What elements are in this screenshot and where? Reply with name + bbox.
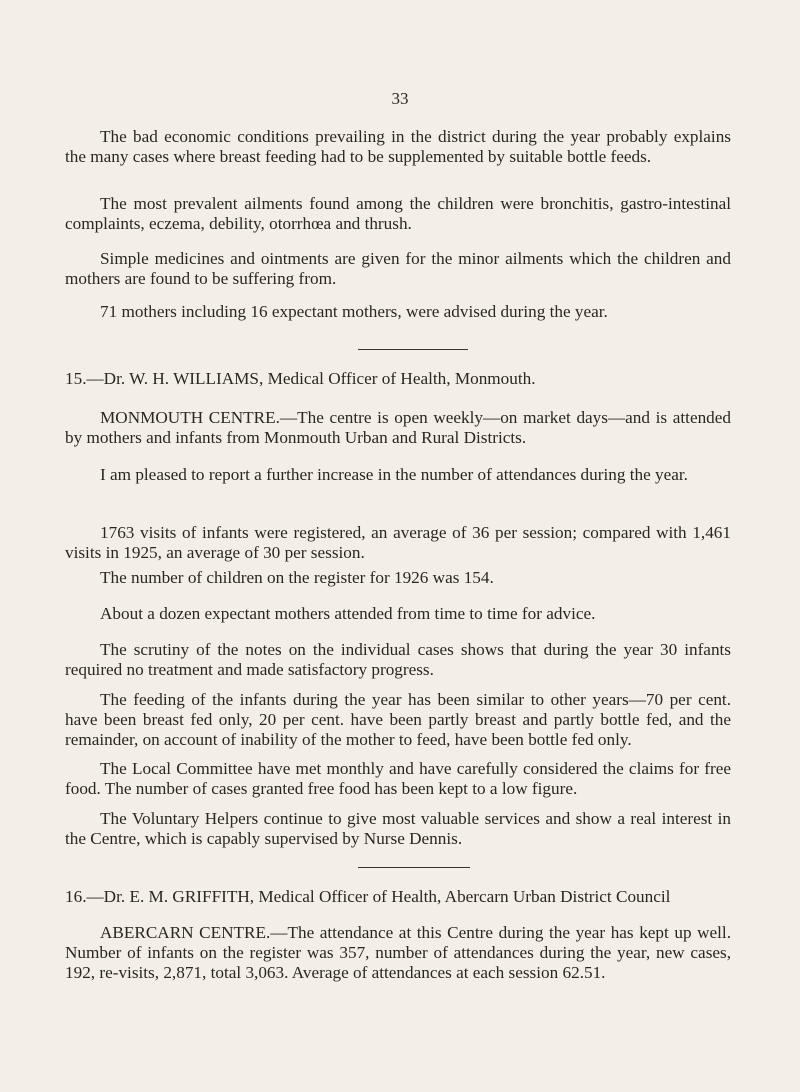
- paragraph-bottle-feeding: The bad economic conditions prevailing in the district during the year probably explains the many cases where breast feeding had to be supplemented by suitable bottle feeds.: [65, 127, 731, 166]
- paragraph-scrutiny: The scrutiny of the notes on the individual cases shows that during the year 30 infants required no treatment and made satisfactory progress.: [65, 640, 731, 679]
- paragraph-abercarn-centre: ABERCARN CENTRE.—The attendance at this Centre during the year has kept up well. Number of infants on the register was 357, number of attendances during the year, new cases, 192, re-visits, 2,871, total 3,063. Average of attendances at each session 62.51.: [65, 923, 731, 982]
- section-16-heading: 16.—Dr. E. M. GRIFFITH, Medical Officer of Health, Abercarn Urban District Council: [65, 887, 671, 906]
- paragraph-ailments: The most prevalent ailments found among the children were bronchitis, gastro-intestinal complaints, eczema, debility, otorrhœa and thrush.: [65, 194, 731, 233]
- paragraph-medicines: Simple medicines and ointments are given for the minor ailments which the children and mothers are found to be suffering from.: [65, 249, 731, 288]
- paragraph-attendance-increase: I am pleased to report a further increase in the number of attendances during the year.: [100, 465, 688, 484]
- page-number: 33: [391, 89, 409, 108]
- paragraph-voluntary-helpers: The Voluntary Helpers continue to give most valuable services and show a real interest in the Centre, which is capably supervised by Nurse Dennis.: [65, 809, 731, 848]
- paragraph-local-committee: The Local Committee have met monthly and have carefully considered the claims for free food. The number of cases granted free food has been kept to a low figure.: [65, 759, 731, 798]
- paragraph-mothers-advised: 71 mothers including 16 expectant mothers, were advised during the year.: [100, 302, 608, 321]
- paragraph-register: The number of children on the register for 1926 was 154.: [100, 568, 494, 587]
- paragraph-expectant-mothers: About a dozen expectant mothers attended from time to time for advice.: [100, 604, 596, 623]
- paragraph-feeding: The feeding of the infants during the year has been similar to other years—70 per cent. have been breast fed only, 20 per cent. have been partly breast and partly bottle fed, and the remainder, on account of inability of the mother to feed, have been bottle fed only.: [65, 690, 731, 749]
- section-15-heading: 15.—Dr. W. H. WILLIAMS, Medical Officer of Health, Monmouth.: [65, 369, 536, 388]
- section-divider: [358, 867, 470, 868]
- paragraph-visits: 1763 visits of infants were registered, an average of 36 per session; compared with 1,461 visits in 1925, an average of 30 per session.: [65, 523, 731, 562]
- paragraph-monmouth-centre: MONMOUTH CENTRE.—The centre is open weekly—on market days—and is attended by mothers and infants from Monmouth Urban and Rural Districts.: [65, 408, 731, 447]
- section-divider: [358, 349, 468, 350]
